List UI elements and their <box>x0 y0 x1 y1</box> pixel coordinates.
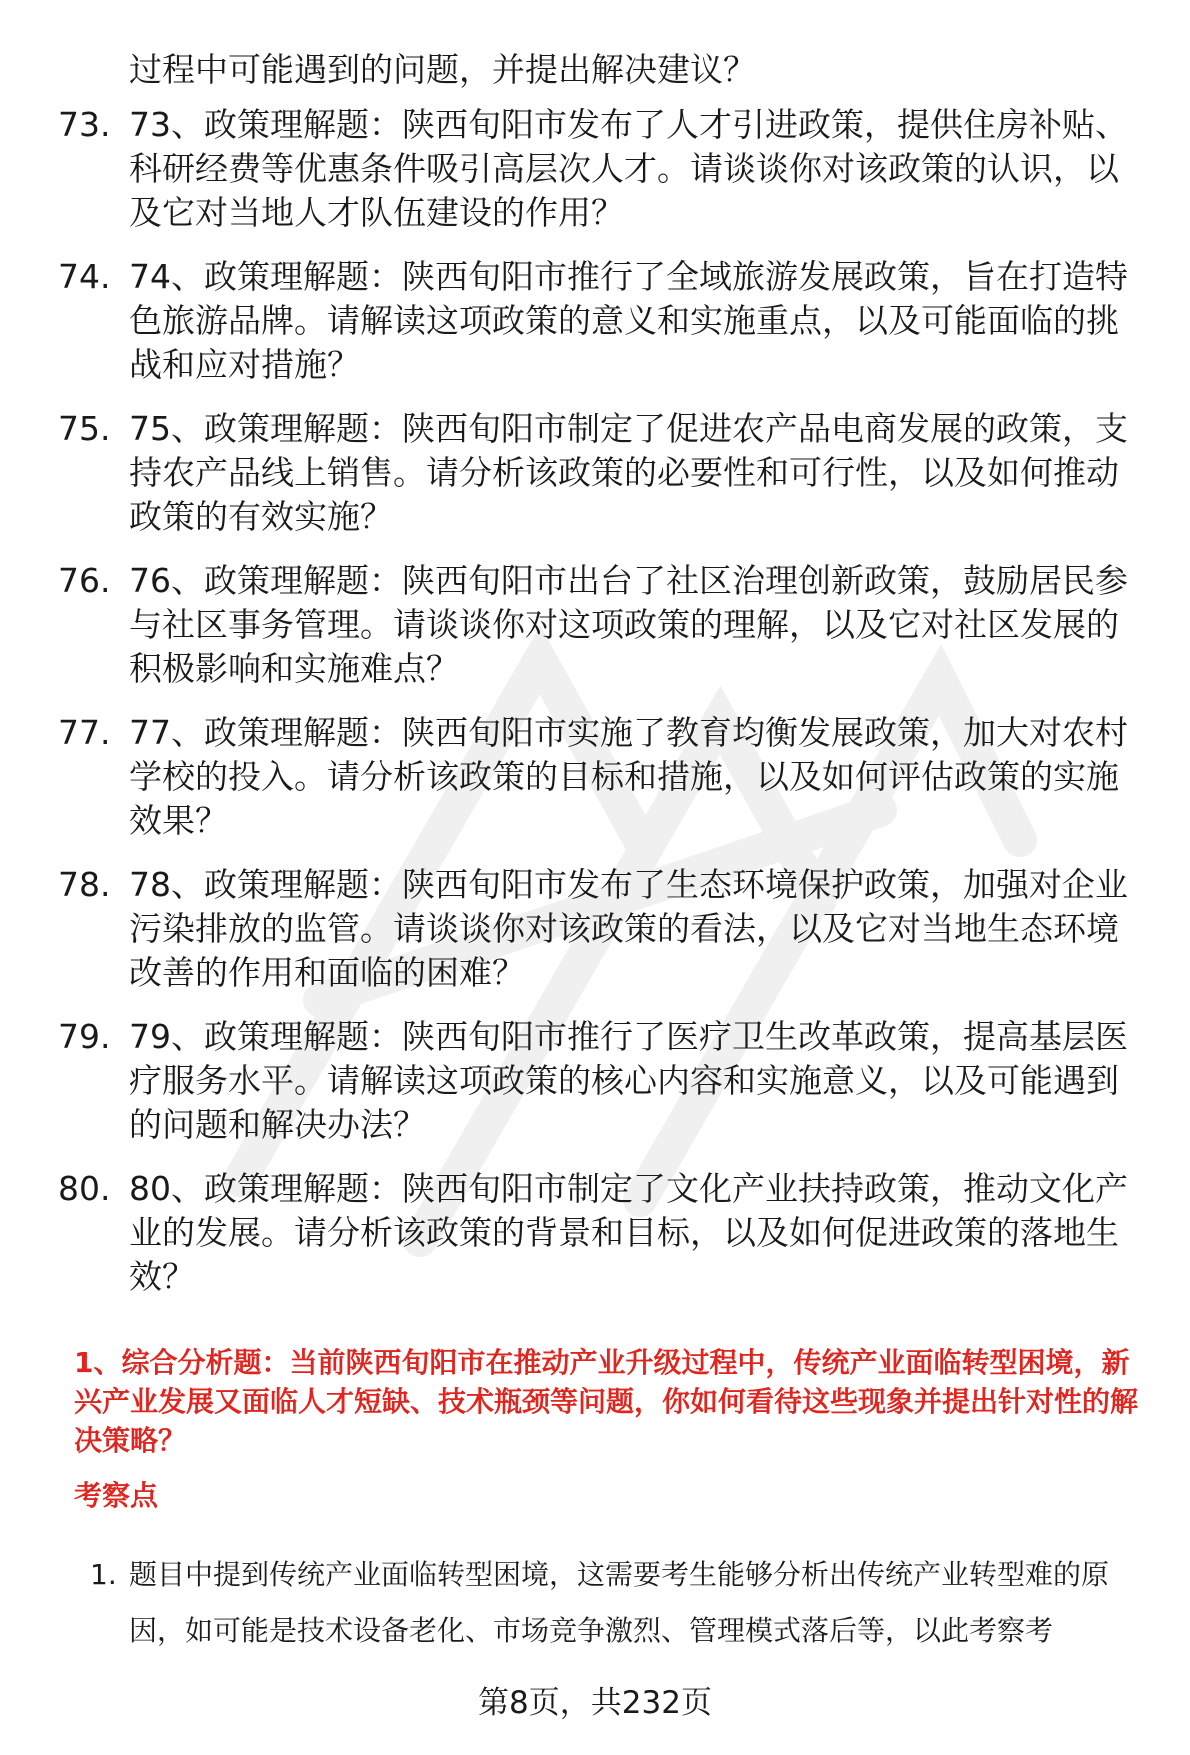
list-item-number: 78. <box>58 865 111 904</box>
list-item <box>0 863 1129 995</box>
point-list <box>0 1547 1190 1659</box>
list-item-text: 78、政策理解题：陕西旬阳市发布了生态环境保护政策，加强对企业污染排放的监管。请谈谈你对该政策的看法，以及它对当地生态环境改善的作用和面临的困难？ <box>129 865 1128 992</box>
continued-question-text: 过程中可能遇到的问题，并提出解决建议？ <box>129 50 756 89</box>
list-item-text: 75、政策理解题：陕西旬阳市制定了促进农产品电商发展的政策，支持农产品线上销售。请分析该政策的必要性和可行性，以及如何推动政策的有效实施？ <box>129 409 1128 536</box>
list-item-number: 75. <box>58 409 111 448</box>
list-item-text: 76、政策理解题：陕西旬阳市出台了社区治理创新政策，鼓励居民参与社区事务管理。请谈谈你对这项政策的理解，以及它对社区发展的积极影响和实施难点？ <box>129 561 1128 688</box>
list-item <box>0 255 1129 387</box>
list-item-number: 1. <box>90 1558 117 1591</box>
page-footer: 第8页，共232页 <box>478 1685 712 1721</box>
list-item <box>0 559 1129 691</box>
list-item-number: 73. <box>58 105 111 144</box>
list-item <box>0 711 1129 843</box>
list-item-text: 79、政策理解题：陕西旬阳市推行了医疗卫生改革政策，提高基层医疗服务水平。请解读这项政策的核心内容和实施意义，以及可能遇到的问题和解决办法？ <box>129 1017 1128 1144</box>
list-item <box>0 1015 1129 1147</box>
list-item <box>0 1547 1149 1659</box>
list-item-text: 77、政策理解题：陕西旬阳市实施了教育均衡发展政策，加大对农村学校的投入。请分析该政策的目标和措施，以及如何评估政策的实施效果？ <box>129 713 1128 840</box>
list-item-number: 79. <box>58 1017 111 1056</box>
list-item-text: 题目中提到传统产业面临转型困境，这需要考生能够分析出传统产业转型难的原因，如可能是技术设备老化、市场竞争激烈、管理模式落后等，以此考察考 <box>129 1558 1110 1647</box>
list-item-text: 80、政策理解题：陕西旬阳市制定了文化产业扶持政策，推动文化产业的发展。请分析该政策的背景和目标，以及如何促进政策的落地生效？ <box>129 1169 1128 1296</box>
list-item-number: 76. <box>58 561 111 600</box>
list-item <box>0 1167 1129 1299</box>
section-title: 1、综合分析题：当前陕西旬阳市在推动产业升级过程中，传统产业面临转型困境，新兴产业发展又面临人才短缺、技术瓶颈等问题，你如何看待这些现象并提出针对性的解决策略？ <box>74 1346 1139 1457</box>
list-item <box>0 103 1129 235</box>
subheading: 考察点 <box>74 1479 159 1512</box>
list-item-text: 74、政策理解题：陕西旬阳市推行了全域旅游发展政策，旨在打造特色旅游品牌。请解读这项政策的意义和实施重点，以及可能面临的挑战和应对措施？ <box>129 257 1128 384</box>
list-item-number: 80. <box>58 1169 111 1208</box>
list-item-text: 73、政策理解题：陕西旬阳市发布了人才引进政策，提供住房补贴、科研经费等优惠条件吸引高层次人才。请谈谈你对该政策的认识，以及它对当地人才队伍建设的作用？ <box>129 105 1128 232</box>
list-item-number: 74. <box>58 257 111 296</box>
list-item <box>0 407 1129 539</box>
question-list <box>0 103 1190 1319</box>
list-item-number: 77. <box>58 713 111 752</box>
